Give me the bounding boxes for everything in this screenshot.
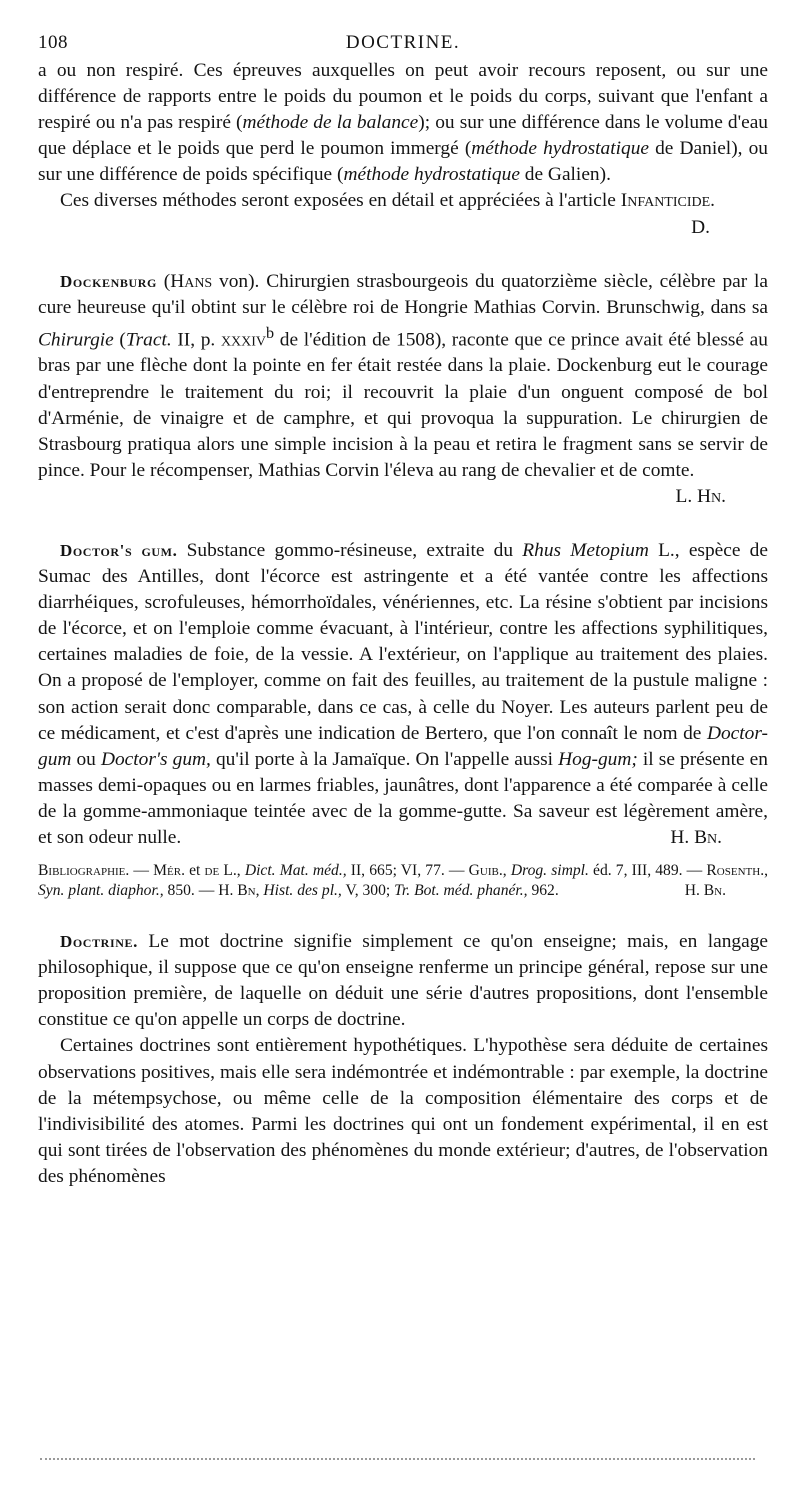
bibliography: Bibliographie. — Mér. et de L., Dict. Mat. méd., II, 665; VI, 77. — Guib., Drog. simpl. éd. 7, III, 489. — Rosenth., Syn. plant. diaphor., 850. — H. Bn, Hist. des pl., V, 300; Tr. Bot. méd. phanér., 962. H. Bn. [38, 862, 768, 900]
running-head [38, 28, 768, 58]
author-signature: D. [691, 216, 710, 238]
page-number: 108 [38, 32, 68, 53]
headword-doctors-gum: Doctor's gum. [60, 540, 178, 560]
doctrine-paragraph-2: Certaines doctrines sont entièrement hypothétiques. L'hypothèse sera déduite de certaines observations positives, mais elle sera indémontrée et indémontrable : par exemple, la doctrine de la métempsychose, ou même celle de la composition élémentaire des corps et de l'indivisibilité des atomes. Parmi les doctrines qui ont un fondement expérimental, il en est qui sont tirées de l'observation des phénomènes du monde extérieur; d'autres, de l'observation des phénomènes [38, 1035, 768, 1187]
cross-reference-infanticide: Infanticide. [620, 190, 716, 212]
author-signature: H. Bn. [670, 827, 722, 848]
cross-reference-paragraph: Ces diverses méthodes seront exposées en détail et appréciées à l'article Infanticide. D. [38, 188, 768, 240]
headword-dockenburg: Dockenburg [60, 271, 157, 291]
author-signature: L. Hn. [675, 485, 726, 507]
bibliography-label: Bibliographie. [38, 862, 130, 880]
entry-dockenburg: Dockenburg (Hans von). Chirurgien strasbourgeois du quatorzième siècle, célèbre par la cure heureuse qu'il obtint sur le célèbre roi de Hongrie Mathias Corvin. Brunschwig, dans sa Chirurgie (Tract. II, p. xxxiv$^b$ de l'édition de 1508), raconte que ce prince avait été blessé au bras par une flèche dont la pointe en fer était restée dans la plaie. Dockenburg eut le courage d'entreprendre le traitement du roi; il recouvrit la plaie d'un onguent composé de bol d'Arménie, de vinaigre et de camphre, et qui provoqua la suppuration. Le chirurgien de Strasbourg pratiqua alors une simple incision à la peau et retira le fragment sans se servir de pince. Pour le récompenser, Mathias Corvin l'éleva au rang de chevalier et de comte. L. Hn. [38, 269, 768, 510]
running-title: DOCTRINE. [345, 32, 461, 53]
entry-doctors-gum: Doctor's gum. Substance gommo-résineuse, extraite du Rhus Metopium L., espèce de Sumac des Antilles, dont l'écorce est astringente et a été vantée contre les affections diarrhéiques, scrofuleuses, hémorrhoïdales, vénériennes, etc. La résine s'obtient par incisions de l'écorce, et on l'emploie comme évacuant, à l'intérieur, contre les affections syphilitiques, certaines maladies de foie, de la vessie. A l'extérieur, on l'applique au traitement des plaies. On a proposé de l'employer, comme on fait des feuilles, au traitement de la pustule maligne : son action serait donc comparable, dans ce cas, à celle du Noyer. Les auteurs parlent peu de ce médicament, et c'est d'après une indication de Bertero, que l'on connaît le nom de Doctor-gum ou Doctor's gum, qu'il porte à la Jamaïque. On l'appelle aussi Hog-gum; il se présente en masses demi-opaques ou en larmes friables, jaunâtres, dont l'apparence a été comparée à celle de la gomme-ammoniaque teintée avec de la gomme-gutte. Sa saveur est légèrement amère, et son odeur nulle. H. Bn. [38, 538, 768, 851]
entry-doctrine: Doctrine. Le mot doctrine signifie simplement ce qu'on enseigne; mais, en langage philosophique, il suppose que ce qu'on enseigne renferme un principe général, repose sur une proposition première, de laquelle on déduit une série d'autres propositions, dont l'ensemble constitue ce qu'on appelle un corps de doctrine. [38, 931, 768, 1031]
headword-doctrine: Doctrine. [60, 932, 138, 952]
book-page [38, 28, 768, 1190]
bibliography-signature: H. Bn. [684, 882, 726, 900]
page-bottom-rule [40, 1458, 755, 1462]
continuation-paragraph: a ou non respiré. Ces épreuves auxquelles on peut avoir recours reposent, ou sur une différence de rapports entre le poids du poumon et le poids du corps, suivant que l'enfant a respiré ou n'a pas respiré (méthode de la balance); ou sur une différence dans le volume d'eau que déplace et le poids que perd le poumon immergé (méthode hydrostatique de Daniel), ou sur une différence de poids spécifique (méthode hydrostatique de Galien). [38, 60, 769, 186]
